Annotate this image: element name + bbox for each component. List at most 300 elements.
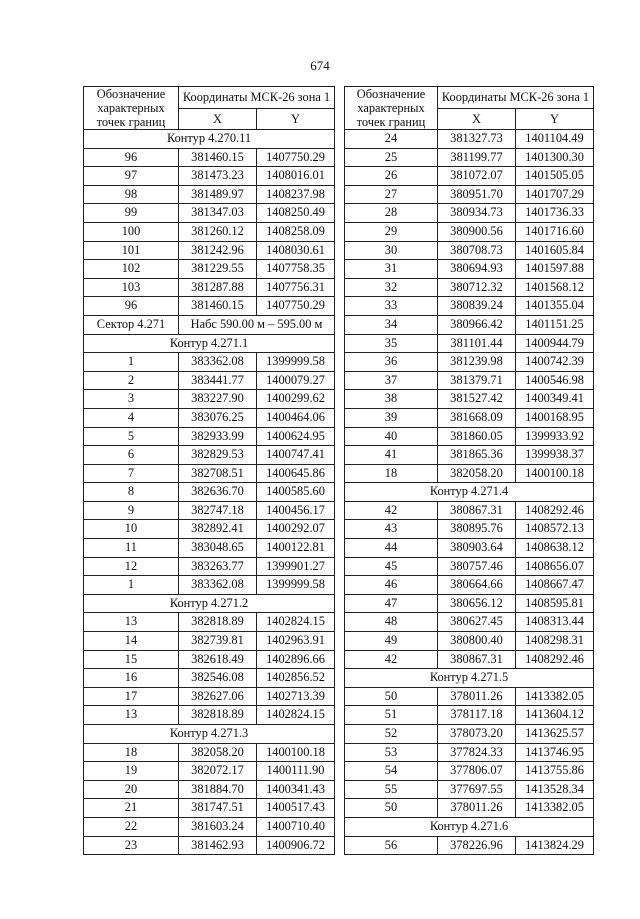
table-row [84, 762, 335, 781]
coordinate-y: 1400079.27 [257, 371, 335, 390]
table-row [345, 520, 594, 539]
coordinate-y: 1401707.29 [516, 185, 594, 204]
table-row [84, 390, 335, 409]
point-id: 47 [345, 594, 438, 613]
coordinate-y: 1400645.86 [257, 464, 335, 483]
coordinate-x: 381527.42 [438, 390, 516, 409]
coordinate-y: 1413382.05 [516, 799, 594, 818]
point-id: 28 [345, 204, 438, 223]
coordinate-x: 381199.77 [438, 148, 516, 167]
coordinate-x: 383362.08 [179, 353, 257, 372]
coordinate-y: 1400742.39 [516, 353, 594, 372]
point-id: 16 [84, 669, 179, 688]
point-id: 44 [345, 539, 438, 558]
section-title: Контур 4.271.2 [84, 594, 335, 613]
coordinate-y: 1400122.81 [257, 539, 335, 558]
table-row [84, 557, 335, 576]
coordinate-y: 1401568.12 [516, 278, 594, 297]
coordinate-y: 1400292.07 [257, 520, 335, 539]
coordinate-x: 380800.40 [438, 632, 516, 651]
coordinate-y: 1407758.35 [257, 260, 335, 279]
point-id: 42 [345, 501, 438, 520]
header-x: X [179, 108, 257, 130]
coordinate-y: 1399933.92 [516, 427, 594, 446]
table-row [84, 446, 335, 465]
table-row [84, 371, 335, 390]
table-row [345, 185, 594, 204]
coordinate-y: 1408292.46 [516, 501, 594, 520]
table-row [345, 408, 594, 427]
point-id: 56 [345, 836, 438, 855]
table-row [84, 278, 335, 297]
table-row [84, 408, 335, 427]
coordinate-x: 380966.42 [438, 315, 516, 334]
page-number: 674 [310, 58, 330, 73]
header-coordinates-system: Координаты МСК-26 зона 1 [179, 87, 335, 109]
coordinate-x: 381668.09 [438, 408, 516, 427]
coordinate-x: 381860.05 [438, 427, 516, 446]
table-row [345, 148, 594, 167]
point-id: 14 [84, 632, 179, 651]
header-point-designation: Обозначение характерных точек границ [84, 87, 179, 130]
table-row [345, 130, 594, 149]
header-x: X [438, 108, 516, 130]
coordinate-y: 1399999.58 [257, 576, 335, 595]
point-id: 48 [345, 613, 438, 632]
table-body-right [345, 130, 594, 855]
coordinate-x: 382627.06 [179, 687, 257, 706]
coordinate-y: 1400944.79 [516, 334, 594, 353]
coordinate-y: 1408572.13 [516, 520, 594, 539]
coordinate-y: 1413604.12 [516, 706, 594, 725]
coordinate-y: 1407750.29 [257, 148, 335, 167]
coordinate-x: 378226.96 [438, 836, 516, 855]
point-id: 45 [345, 557, 438, 576]
coordinate-x: 383048.65 [179, 539, 257, 558]
point-id: 4 [84, 408, 179, 427]
coordinate-y: 1413755.86 [516, 762, 594, 781]
coordinate-x: 381242.96 [179, 241, 257, 260]
coordinate-x: 377806.07 [438, 762, 516, 781]
point-id: 34 [345, 315, 438, 334]
coordinate-x: 380867.31 [438, 650, 516, 669]
coordinate-y: 1401151.25 [516, 315, 594, 334]
point-id: 11 [84, 539, 179, 558]
coordinate-x: 381603.24 [179, 817, 257, 836]
coordinate-y: 1401716.60 [516, 222, 594, 241]
coordinate-y: 1399901.27 [257, 557, 335, 576]
coordinate-y: 1401505.05 [516, 167, 594, 186]
table-row [345, 241, 594, 260]
section-row [84, 334, 335, 353]
coordinate-x: 382892.41 [179, 520, 257, 539]
section-title: Контур 4.271.3 [84, 725, 335, 744]
coordinate-y: 1408292.46 [516, 650, 594, 669]
table-row [84, 706, 335, 725]
coordinate-y: 1407750.29 [257, 297, 335, 316]
point-id: 50 [345, 687, 438, 706]
coordinate-y: 1402856.52 [257, 669, 335, 688]
point-id: 37 [345, 371, 438, 390]
point-id: 19 [84, 762, 179, 781]
coordinate-x: 382829.53 [179, 446, 257, 465]
coordinate-x: 381460.15 [179, 148, 257, 167]
coordinate-x: 382618.49 [179, 650, 257, 669]
point-id: 96 [84, 148, 179, 167]
section-title: Контур 4.271.1 [84, 334, 335, 353]
header-y: Y [257, 108, 335, 130]
header-point-designation: Обозначение характерных точек границ [345, 87, 438, 130]
table-row [84, 483, 335, 502]
table-row [84, 222, 335, 241]
coordinate-x: 381462.93 [179, 836, 257, 855]
table-row [84, 780, 335, 799]
table-row [345, 501, 594, 520]
point-id: 17 [84, 687, 179, 706]
coordinate-y: 1413528.34 [516, 780, 594, 799]
coordinates-table-right [344, 86, 594, 855]
point-id: 42 [345, 650, 438, 669]
coordinate-x: 381865.36 [438, 446, 516, 465]
coordinate-x: 381379.71 [438, 371, 516, 390]
table-row [84, 576, 335, 595]
coordinate-x: 382636.70 [179, 483, 257, 502]
table-row [345, 315, 594, 334]
point-id: 97 [84, 167, 179, 186]
coordinate-y: 1400585.60 [257, 483, 335, 502]
coordinate-x: 380627.45 [438, 613, 516, 632]
table-row [345, 539, 594, 558]
coordinate-y: 1400624.95 [257, 427, 335, 446]
coordinate-y: 1413746.95 [516, 743, 594, 762]
coordinate-x: 381072.07 [438, 167, 516, 186]
coordinate-y: 1408638.12 [516, 539, 594, 558]
point-id: 1 [84, 576, 179, 595]
table-row [84, 260, 335, 279]
table-row [84, 669, 335, 688]
coordinate-x: 380712.32 [438, 278, 516, 297]
point-id: 3 [84, 390, 179, 409]
coordinate-x: 381260.12 [179, 222, 257, 241]
table-row [345, 353, 594, 372]
point-id: 20 [84, 780, 179, 799]
coordinate-x: 382708.51 [179, 464, 257, 483]
coordinate-y: 1402824.15 [257, 613, 335, 632]
point-id: 36 [345, 353, 438, 372]
coordinate-y: 1408595.81 [516, 594, 594, 613]
table-row [345, 780, 594, 799]
sector-height-range: Набс 590.00 м – 595.00 м [179, 315, 335, 334]
point-id: 2 [84, 371, 179, 390]
table-row [84, 743, 335, 762]
point-id: 26 [345, 167, 438, 186]
point-id: 49 [345, 632, 438, 651]
coordinate-x: 382058.20 [438, 464, 516, 483]
section-title: Контур 4.271.4 [345, 483, 594, 502]
section-row [84, 130, 335, 149]
point-id: 54 [345, 762, 438, 781]
table-row [345, 650, 594, 669]
point-id: 51 [345, 706, 438, 725]
coordinate-y: 1401605.84 [516, 241, 594, 260]
coordinate-y: 1400349.41 [516, 390, 594, 409]
coordinate-y: 1401300.30 [516, 148, 594, 167]
coordinate-x: 381229.55 [179, 260, 257, 279]
point-id: 1 [84, 353, 179, 372]
section-title: Контур 4.271.5 [345, 669, 594, 688]
point-id: 53 [345, 743, 438, 762]
table-row [84, 167, 335, 186]
coordinate-y: 1408250.49 [257, 204, 335, 223]
table-body-left [84, 130, 335, 855]
point-id: 102 [84, 260, 179, 279]
table-row [84, 650, 335, 669]
coordinate-x: 380900.56 [438, 222, 516, 241]
table-row [84, 687, 335, 706]
header-coordinates-system: Координаты МСК-26 зона 1 [438, 87, 594, 109]
section-title: Контур 4.271.6 [345, 817, 594, 836]
coordinate-y: 1400168.95 [516, 408, 594, 427]
table-row [84, 520, 335, 539]
coordinate-x: 383227.90 [179, 390, 257, 409]
table-row [345, 167, 594, 186]
coordinate-x: 380867.31 [438, 501, 516, 520]
coordinate-x: 382933.99 [179, 427, 257, 446]
point-id: 96 [84, 297, 179, 316]
point-id: 101 [84, 241, 179, 260]
table-row [345, 390, 594, 409]
point-id: 13 [84, 613, 179, 632]
coordinate-y: 1408667.47 [516, 576, 594, 595]
coordinate-x: 382072.17 [179, 762, 257, 781]
section-row [345, 669, 594, 688]
coordinate-y: 1408258.09 [257, 222, 335, 241]
point-id: 27 [345, 185, 438, 204]
coordinate-x: 381347.03 [179, 204, 257, 223]
coordinate-y: 1413625.57 [516, 725, 594, 744]
coordinate-y: 1400546.98 [516, 371, 594, 390]
coordinate-x: 383076.25 [179, 408, 257, 427]
coordinate-x: 380664.66 [438, 576, 516, 595]
table-row [345, 557, 594, 576]
point-id: 103 [84, 278, 179, 297]
sector-row [84, 315, 335, 334]
point-id: 22 [84, 817, 179, 836]
table-row [345, 576, 594, 595]
coordinate-x: 381327.73 [438, 130, 516, 149]
coordinate-y: 1400464.06 [257, 408, 335, 427]
coordinate-y: 1408298.31 [516, 632, 594, 651]
table-row [345, 743, 594, 762]
coordinate-x: 380839.24 [438, 297, 516, 316]
table-row [84, 501, 335, 520]
coordinate-y: 1400100.18 [516, 464, 594, 483]
point-id: 7 [84, 464, 179, 483]
point-id: 13 [84, 706, 179, 725]
point-id: 41 [345, 446, 438, 465]
point-id: 98 [84, 185, 179, 204]
coordinate-x: 381287.88 [179, 278, 257, 297]
header-y: Y [516, 108, 594, 130]
coordinate-x: 380694.93 [438, 260, 516, 279]
coordinate-y: 1401597.88 [516, 260, 594, 279]
coordinate-y: 1413382.05 [516, 687, 594, 706]
coordinate-x: 378011.26 [438, 799, 516, 818]
point-id: 29 [345, 222, 438, 241]
table-row [345, 836, 594, 855]
coordinate-y: 1408030.61 [257, 241, 335, 260]
point-id: 31 [345, 260, 438, 279]
section-row [84, 725, 335, 744]
section-row [84, 594, 335, 613]
coordinate-x: 381473.23 [179, 167, 257, 186]
point-id: 100 [84, 222, 179, 241]
coordinate-x: 381460.15 [179, 297, 257, 316]
point-id: 10 [84, 520, 179, 539]
coordinate-y: 1400100.18 [257, 743, 335, 762]
coordinate-x: 381239.98 [438, 353, 516, 372]
coordinate-y: 1402824.15 [257, 706, 335, 725]
table-row [345, 334, 594, 353]
table-row [84, 148, 335, 167]
point-id: 32 [345, 278, 438, 297]
coordinate-x: 381489.97 [179, 185, 257, 204]
coordinate-y: 1402896.66 [257, 650, 335, 669]
coordinate-x: 383263.77 [179, 557, 257, 576]
coordinate-x: 378073.20 [438, 725, 516, 744]
table-row [345, 464, 594, 483]
table-row [345, 446, 594, 465]
point-id: 21 [84, 799, 179, 818]
coordinate-x: 378011.26 [438, 687, 516, 706]
table-row [345, 706, 594, 725]
point-id: 99 [84, 204, 179, 223]
table-row [345, 632, 594, 651]
table-row [345, 204, 594, 223]
coordinate-y: 1408016.01 [257, 167, 335, 186]
section-title: Контур 4.270.11 [84, 130, 335, 149]
table-row [84, 613, 335, 632]
table-row [345, 222, 594, 241]
point-id: 23 [84, 836, 179, 855]
table-row [345, 278, 594, 297]
table-row [345, 687, 594, 706]
point-id: 55 [345, 780, 438, 799]
table-row [345, 613, 594, 632]
coordinate-x: 383441.77 [179, 371, 257, 390]
table-row [345, 260, 594, 279]
point-id: 15 [84, 650, 179, 669]
coordinate-x: 382546.08 [179, 669, 257, 688]
point-id: 6 [84, 446, 179, 465]
point-id: 9 [84, 501, 179, 520]
point-id: 24 [345, 130, 438, 149]
coordinate-y: 1402963.91 [257, 632, 335, 651]
table-row [345, 799, 594, 818]
table-row [345, 594, 594, 613]
coordinate-y: 1402713.39 [257, 687, 335, 706]
table-row [84, 185, 335, 204]
coordinate-y: 1400111.90 [257, 762, 335, 781]
point-id: 39 [345, 408, 438, 427]
coordinate-y: 1400299.62 [257, 390, 335, 409]
coordinate-y: 1400517.43 [257, 799, 335, 818]
coordinate-x: 380903.64 [438, 539, 516, 558]
coordinate-y: 1400710.40 [257, 817, 335, 836]
table-row [84, 241, 335, 260]
table-row [84, 836, 335, 855]
point-id: 38 [345, 390, 438, 409]
coordinate-y: 1408313.44 [516, 613, 594, 632]
coordinate-x: 381884.70 [179, 780, 257, 799]
coordinate-x: 382739.81 [179, 632, 257, 651]
coordinate-x: 380934.73 [438, 204, 516, 223]
coordinate-x: 382058.20 [179, 743, 257, 762]
coordinate-x: 382747.18 [179, 501, 257, 520]
coordinate-y: 1400456.17 [257, 501, 335, 520]
coordinate-y: 1413824.29 [516, 836, 594, 855]
point-id: 30 [345, 241, 438, 260]
table-row [345, 725, 594, 744]
table-row [345, 762, 594, 781]
table-row [84, 427, 335, 446]
coordinate-y: 1400747.41 [257, 446, 335, 465]
coordinate-y: 1400906.72 [257, 836, 335, 855]
table-row [84, 799, 335, 818]
coordinate-x: 380708.73 [438, 241, 516, 260]
point-id: 35 [345, 334, 438, 353]
table-row [345, 297, 594, 316]
point-id: 8 [84, 483, 179, 502]
coordinate-x: 378117.18 [438, 706, 516, 725]
coordinate-x: 381747.51 [179, 799, 257, 818]
point-id: 12 [84, 557, 179, 576]
table-row [84, 353, 335, 372]
point-id: 33 [345, 297, 438, 316]
point-id: 46 [345, 576, 438, 595]
point-id: 40 [345, 427, 438, 446]
coordinates-table-left [83, 86, 335, 855]
point-id: 50 [345, 799, 438, 818]
coordinate-x: 383362.08 [179, 576, 257, 595]
coordinate-x: 380951.70 [438, 185, 516, 204]
point-id: 18 [345, 464, 438, 483]
table-row [84, 817, 335, 836]
point-id: 43 [345, 520, 438, 539]
coordinate-y: 1401736.33 [516, 204, 594, 223]
coordinate-x: 380757.46 [438, 557, 516, 576]
coordinate-x: 377824.33 [438, 743, 516, 762]
coordinate-y: 1407756.31 [257, 278, 335, 297]
table-row [84, 632, 335, 651]
coordinate-y: 1401355.04 [516, 297, 594, 316]
table-row [84, 297, 335, 316]
section-row [345, 817, 594, 836]
table-row [84, 539, 335, 558]
coordinate-y: 1401104.49 [516, 130, 594, 149]
point-id: 52 [345, 725, 438, 744]
coordinate-x: 380895.76 [438, 520, 516, 539]
table-row [345, 427, 594, 446]
sector-label: Сектор 4.271 [84, 315, 179, 334]
point-id: 25 [345, 148, 438, 167]
coordinate-y: 1408237.98 [257, 185, 335, 204]
coordinate-y: 1408656.07 [516, 557, 594, 576]
coordinate-y: 1399999.58 [257, 353, 335, 372]
coordinate-x: 382818.89 [179, 706, 257, 725]
coordinate-x: 377697.55 [438, 780, 516, 799]
table-row [84, 464, 335, 483]
